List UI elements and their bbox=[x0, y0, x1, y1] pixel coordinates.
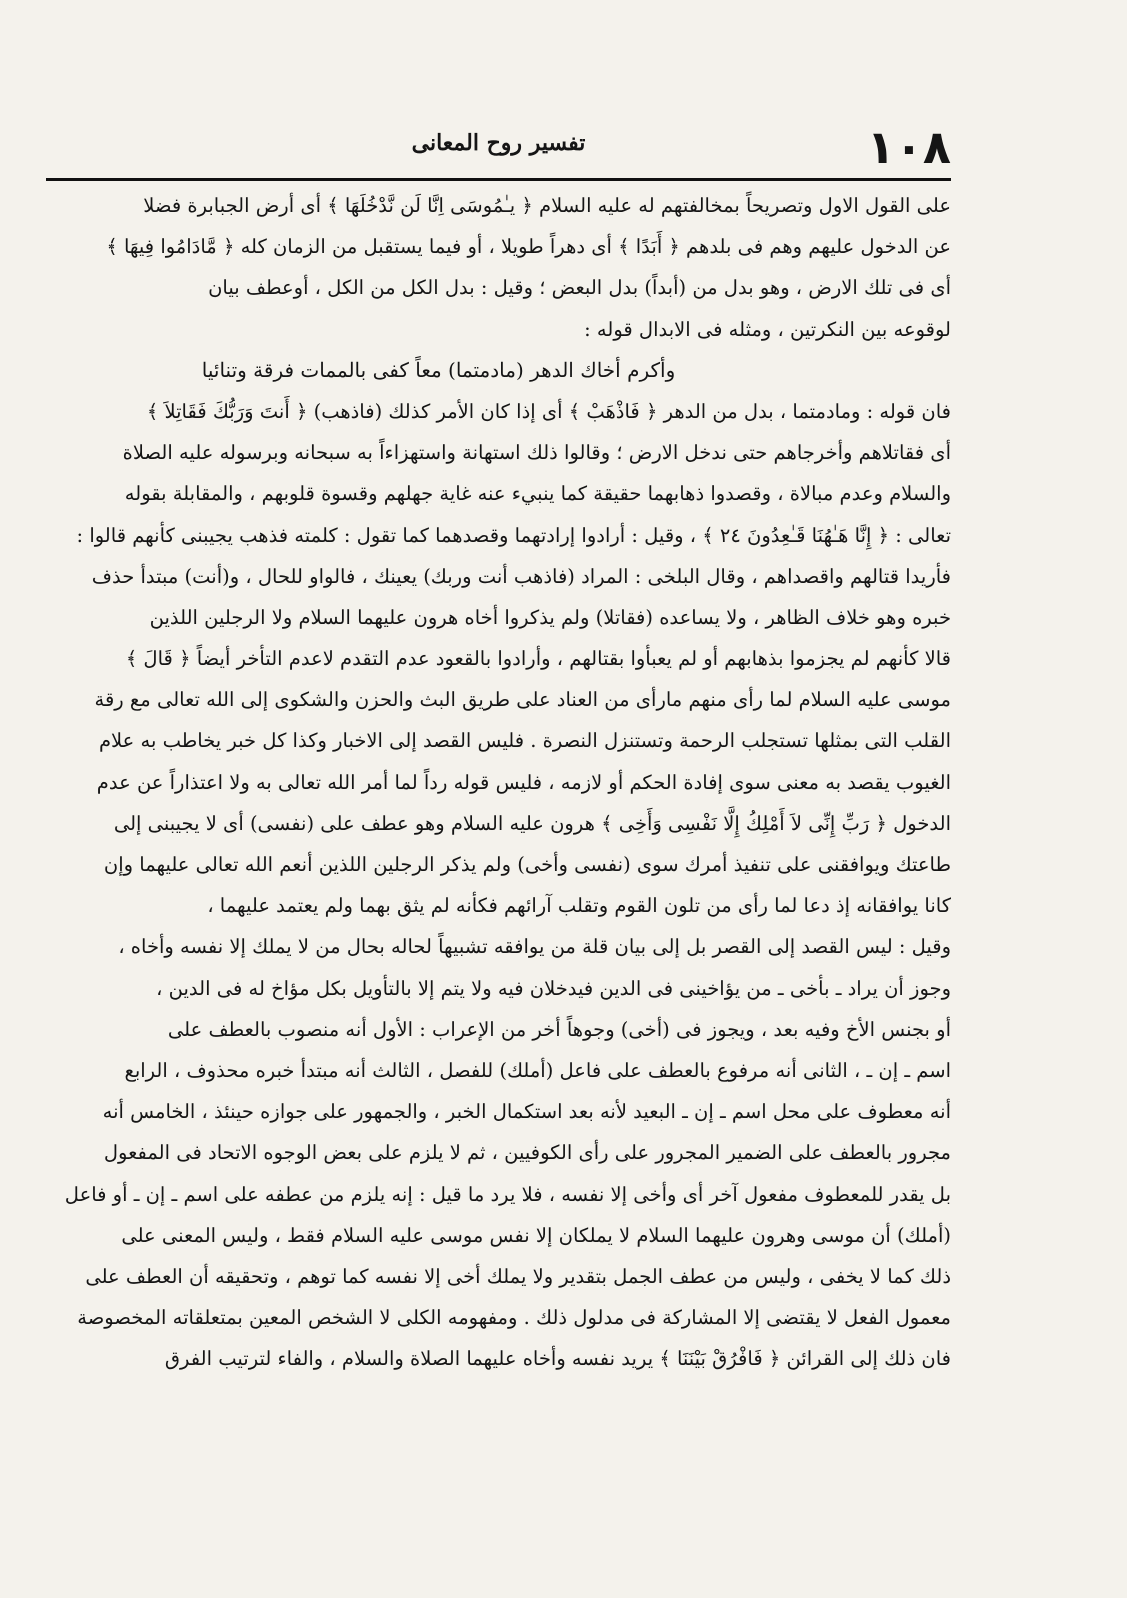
text-line: أو بجنس الأخ وفيه بعد ، ويجوز فى (أخى) وجوهاً أخر من الإعراب : الأول أنه منصوب بالعطف على bbox=[167, 1017, 951, 1041]
text-line: فان قوله : ومادمتما ، بدل من الدهر ﴿ فَاذْهَبْ ﴾ أى إذا كان الأمر كذلك (فاذهب) ﴿ أَنتَ وَرَبُّكَ فَقَاتِلاَ ﴾ bbox=[146, 399, 951, 423]
text-line: القلب التى بمثلها تستجلب الرحمة وتستنزل النصرة . فليس القصد إلى الاخبار وكذا كل خبر يخاطب به علام bbox=[98, 729, 951, 753]
text-line: ذلك كما لا يخفى ، وليس من عطف الجمل بتقدير ولا يملك أخى إلا نفسه كما توهم ، وتحقيقه أن العطف على bbox=[85, 1264, 951, 1288]
text-line: اسم ـ إن ـ ، الثانى أنه مرفوع بالعطف على فاعل (أملك) للفصل ، الثالث أنه مبتدأ خبره محذوف ، الرابع bbox=[124, 1058, 951, 1082]
text-line: وقيل : ليس القصد إلى القصر بل إلى بيان قلة من يوافقه تشبيهاً لحاله بحال من لا يملك إلا نفسه وأخاه ، bbox=[118, 935, 951, 959]
text-line: كانا يوافقانه إذ دعا لما رأى من تلون القوم وتقلب آرائهم فكأنه لم يثق بهما ولم يعتمد عليهما ، bbox=[207, 894, 951, 918]
page-number: ١٠٨ bbox=[866, 120, 951, 174]
text-line: فأريدا قتالهم واقصداهم ، وقال البلخى : المراد (فاذهب أنت وربك) يعينك ، فالواو للحال ، و(أنت) مبتدأ حذف bbox=[91, 564, 951, 588]
text-line: خبره وهو خلاف الظاهر ، ولا يساعده (فقاتلا) ولم يذكروا أخاه هرون عليهما السلام ولا الرجلين اللذين bbox=[149, 605, 951, 629]
text-line: فان ذلك إلى القرائن ﴿ فَافْرُقْ بَيْنَنَا ﴾ يريد نفسه وأخاه عليهما الصلاة والسلام ، والفاء لترتيب الفرق bbox=[164, 1347, 951, 1371]
text-line: طاعتك ويوافقنى على تنفيذ أمرك سوى (نفسى وأخى) ولم يذكر الرجلين اللذين أنعم الله تعالى عليهما وإن bbox=[103, 853, 951, 876]
text-line: (أملك) أن موسى وهرون عليهما السلام لا يملكان إلا نفس موسى عليه السلام فقط ، وليس المعنى على bbox=[121, 1223, 951, 1247]
text-line: أنه معطوف على محل اسم ـ إن ـ البعيد لأنه بعد استكمال الخبر ، والجمهور على جوازه حينئذ ، الخامس أنه bbox=[102, 1100, 951, 1124]
body-text bbox=[46, 185, 951, 1379]
text-line: وجوز أن يراد ـ بأخى ـ من يؤاخينى فى الدين فيدخلان فيه ولا يتم إلا بالتأويل بكل مؤاخ له فى الدين ، bbox=[156, 976, 951, 1000]
text-line: مجرور بالعطف على الضمير المجرور على رأى الكوفيين ، ثم لا يلزم على بعض الوجوه الاتحاد فى المفعول bbox=[103, 1141, 951, 1165]
text-line: أى فى تلك الارض ، وهو بدل من (أبداً) بدل البعض ؛ وقيل : بدل الكل من الكل ، أوعطف بيان bbox=[208, 276, 951, 300]
text-line: أى فقاتلاهم وأخرجاهم حتى ندخل الارض ؛ وقالوا ذلك استهانة واستهزاءاً به سبحانه وبرسوله عليه الصلاة bbox=[122, 441, 951, 465]
running-title: تفسير روح المعانى bbox=[411, 130, 586, 156]
text-line: الغيوب يقصد به معنى سوى إفادة الحكم أو لازمه ، فليس قوله رداً لما أمر الله تعالى به ولا اعتذاراً عن عدم bbox=[96, 770, 951, 794]
text-line: لوقوعه بين النكرتين ، ومثله فى الابدال قوله : bbox=[584, 317, 951, 341]
header-rule bbox=[46, 178, 951, 181]
text-line: تعالى : ﴿ إِنَّا هَـٰهُنَا قَـٰعِدُونَ ٢٤ ﴾ ، وقيل : أرادوا إرادتهما وقصدهما كما تقول : كلمته فذهب يجيبنى كأنهم قالوا : bbox=[76, 523, 951, 547]
text-line: بل يقدر للمعطوف مفعول آخر أى وأخى إلا نفسه ، فلا يرد ما قيل : إنه يلزم من عطفه على اسم ـ إن ـ أو فاعل bbox=[64, 1182, 951, 1206]
verse-line: وأكرم أخاك الدهر (مادمتما) معاً كفى بالممات فرقة وتنائيا bbox=[201, 357, 676, 382]
text-line: على القول الاول وتصريحاً بمخالفتهم له عليه السلام ﴿ يـٰمُوسَى اِنَّا لَن نَّدْخُلَهَا ﴾ أى أرض الجبابرة فضلا bbox=[143, 194, 951, 217]
text-line: قالا كأنهم لم يجزموا بذهابهم أو لم يعبأوا بقتالهم ، وأرادوا بالقعود عدم التقدم لاعدم التأخر أيضاً ﴿ قَالَ ﴾ bbox=[125, 647, 951, 671]
text-line: الدخول ﴿ رَبِّ إِنِّى لاَ أَمْلِكُ إِلَّا نَفْسِى وَأَخِى ﴾ هرون عليه السلام وهو عطف على (نفسى) أى لا يجيبنى إلى bbox=[113, 811, 951, 835]
page-header bbox=[46, 112, 951, 182]
text-line: عن الدخول عليهم وهم فى بلدهم ﴿ أَبَدًا ﴾ أى دهراً طويلا ، أو فيما يستقبل من الزمان كله ﴿ مَّادَامُوا فِيهَا ﴾ bbox=[106, 235, 951, 259]
text-line: موسى عليه السلام لما رأى منهم مارأى من العناد على طريق البث والحزن والشكوى إلى الله تعالى مع رقة bbox=[94, 688, 951, 712]
text-line: والسلام وعدم مبالاة ، وقصدوا ذهابهما حقيقة كما ينبيء عنه غاية جهلهم وقسوة قلوبهم ، والمقابلة بقوله bbox=[124, 482, 951, 506]
text-line: معمول الفعل لا يقتضى إلا المشاركة فى مدلول ذلك . ومفهومه الكلى لا الشخص المعين بمتعلقاته المخصوصة bbox=[77, 1306, 951, 1330]
